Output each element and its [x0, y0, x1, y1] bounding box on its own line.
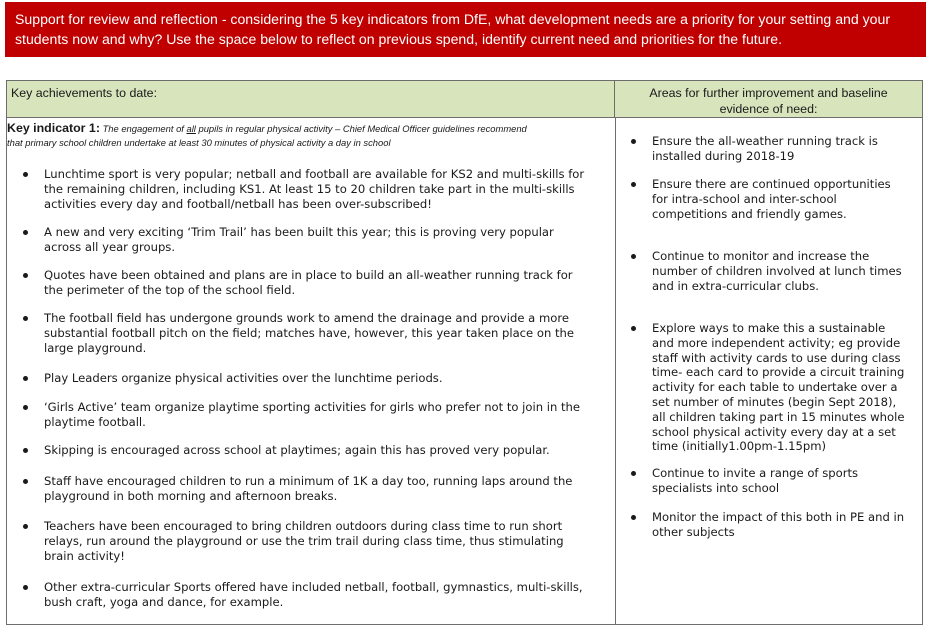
bullet-icon: [23, 376, 28, 381]
key-indicator-line-2: that primary school children undertake at least 30 minutes of physical activity a day in school: [7, 137, 391, 149]
bullet-icon: [631, 139, 636, 144]
bullet-icon: [631, 471, 636, 476]
achievement-item: Play Leaders organize physical activities over the lunchtime periods.: [44, 371, 609, 386]
bullet-icon: [23, 230, 28, 235]
improvement-item: Ensure the all-weather running track is installed during 2018-19: [652, 134, 927, 164]
banner-line-2: students now and why? Use the space below to reflect on previous spend, identify current need and priorities for the future.: [15, 31, 782, 47]
key-indicator-text-a: The engagement of: [102, 123, 184, 134]
bullet-icon: [23, 172, 28, 177]
achievement-item: Lunchtime sport is very popular; netball and football are available for KS2 and multi-skills for the remaining children, including KS1. At least 15 to 20 children take part in the multi-skills activities every day and football/netball has been over-subscribed!: [44, 167, 609, 211]
further-improvement-header-line-1: Areas for further improvement and baseline: [649, 86, 888, 100]
bullet-icon: [23, 524, 28, 529]
achievement-item: Skipping is encouraged across school at playtimes; again this has proved very popular.: [44, 443, 609, 458]
achievement-item: Quotes have been obtained and plans are in place to build an all-weather running track for the perimeter of the top of the school field.: [44, 268, 609, 298]
improvement-item: Ensure there are continued opportunities for intra-school and inter-school competitions and friendly games.: [652, 177, 927, 221]
improvement-item: Explore ways to make this a sustainable and more independent activity; eg provide staff with activity cards to use during class time- each card to provide a circuit training activity for each table to undertake over a set number of minutes (begin Sept 2018), all children taking part in 15 minutes whole school physical activity every day at a set time (initially1.00pm-1.15pm): [652, 321, 927, 454]
bullet-icon: [23, 405, 28, 410]
bullet-icon: [631, 254, 636, 259]
key-achievements-header: Key achievements to date:: [7, 81, 615, 118]
key-indicator-label: Key indicator 1:: [7, 121, 100, 135]
bullet-icon: [23, 273, 28, 278]
further-improvement-header-line-2: evidence of need:: [719, 102, 818, 116]
bullet-icon: [23, 448, 28, 453]
bullet-icon: [631, 515, 636, 520]
column-divider: [615, 118, 616, 624]
achievement-item: The football field has undergone grounds work to amend the drainage and provide a more substantial football pitch on the field; matches have, however, this year taken place on the large playground.: [44, 311, 609, 355]
achievement-item: Staff have encouraged children to run a minimum of 1K a day too, running laps around the playground in both morning and afternoon breaks.: [44, 474, 609, 504]
achievement-item: ‘Girls Active’ team organize playtime sporting activities for girls who prefer not to join in the playtime football.: [44, 400, 609, 430]
key-indicator-emphasis: all: [186, 123, 196, 134]
key-indicator-description: [7, 121, 607, 151]
improvement-item: Monitor the impact of this both in PE and in other subjects: [652, 510, 927, 540]
banner-line-1: Support for review and reflection - considering the 5 key indicators from DfE, what development needs are a priority for your setting and your: [15, 11, 891, 27]
improvement-item: Continue to invite a range of sports specialists into school: [652, 466, 927, 496]
achievement-item: Other extra-curricular Sports offered have included netball, football, gymnastics, multi-skills, bush craft, yoga and dance, for example.: [44, 580, 609, 610]
bullet-icon: [23, 585, 28, 590]
bullet-icon: [631, 182, 636, 187]
further-improvement-header: [615, 81, 922, 118]
improvement-item: Continue to monitor and increase the number of children involved at lunch times and in extra-curricular clubs.: [652, 249, 927, 293]
reflection-prompt-banner: [5, 2, 926, 57]
key-indicator-line-1: [7, 121, 607, 136]
bullet-icon: [23, 316, 28, 321]
achievement-item: A new and very exciting ‘Trim Trail’ has been built this year; this is proving very popular across all year groups.: [44, 225, 609, 255]
achievement-item: Teachers have been encouraged to bring children outdoors during class time to run short relays, run around the playground or use the trim trail during class time, thus stimulating brain activity!: [44, 519, 609, 563]
bullet-icon: [631, 326, 636, 331]
key-indicator-text-b: pupils in regular physical activity – Chief Medical Officer guidelines recommend: [198, 123, 527, 134]
bullet-icon: [23, 479, 28, 484]
